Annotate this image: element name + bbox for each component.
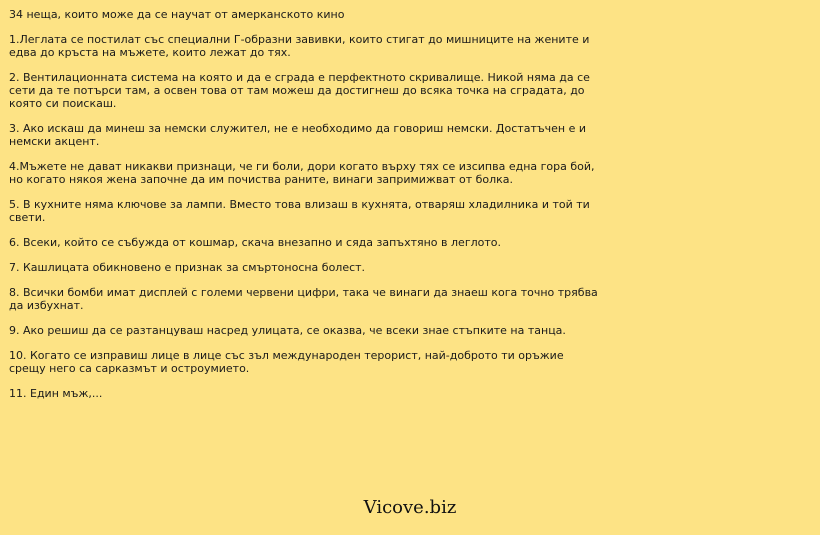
list-item-8: 8. Всички бомби имат дисплей с големи червени цифри, така че винаги да знаеш кога точно трябва да избухнат. [9,286,598,312]
list-item-1: 1.Леглата се постилат със специални Г-образни завивки, които стигат до мишниците на жените и едва до кръста на мъжете, които лежат до тях. [9,33,590,59]
list-item-3: 3. Ако искаш да минеш за немски служител, не е необходимо да говориш немски. Достатъчен е и немски акцент. [9,122,587,148]
list-item-7: 7. Кашлицата обикновено е признак за смъртоносна болест. [9,261,366,274]
list-item-2: 2. Вентилационната система на която и да е сграда е перфектното скривалище. Никой няма да се сети да те потърси там, а освен това от там можеш да достигнеш до всяка точка на сградата, до която си поискаш. [9,71,590,110]
list-item-6: 6. Всеки, който се събужда от кошмар, скача внезапно и сяда запъхтяно в леглото. [9,236,501,249]
list-item-5: 5. В кухните няма ключове за лампи. Вместо това влизаш в кухнята, отваряш хладилника и той ти свети. [9,198,590,224]
list-item-4: 4.Мъжете не дават никакви признаци, че ги боли, дори когато върху тях се изсипва една гора бой, но когато някоя жена започне да им почиства раните, винаги запримижват от болка. [9,160,595,186]
item-list [9,33,599,412]
list-item-10: 10. Когато се изправиш лице в лице със зъл международен терорист, най-доброто ти оръжие срещу него са сарказмът и остроумието. [9,349,564,375]
page-title: 34 неща, които може да се научат от амерканското кино [9,8,345,21]
list-item-9: 9. Ако решиш да се разтанцуваш насред улицата, се оказва, че всеки знае стъпките на танца. [9,324,566,337]
list-item-11: 11. Един мъж,... [9,387,103,400]
site-watermark: Vicove.biz [363,497,457,518]
